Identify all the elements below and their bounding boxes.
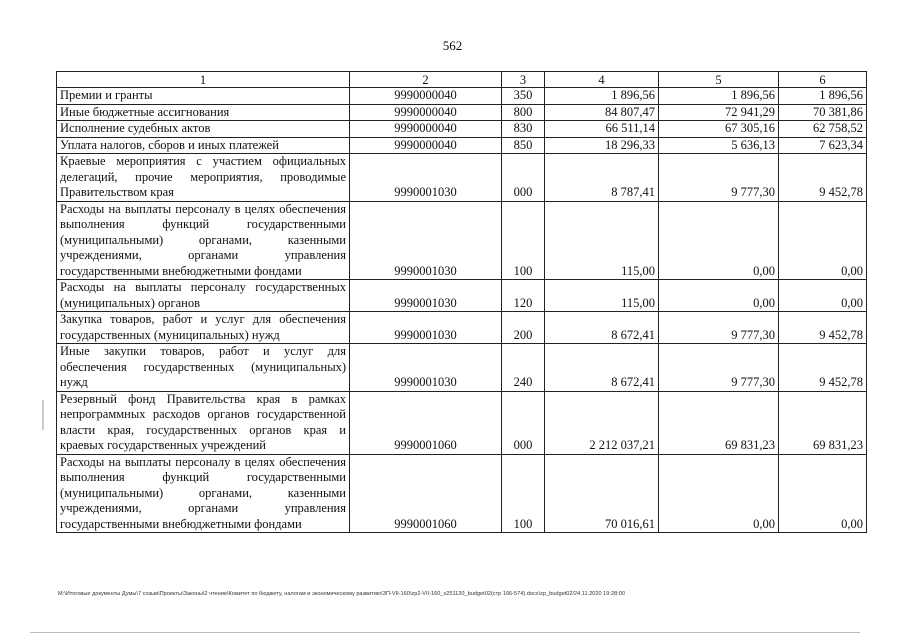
budget-table bbox=[56, 71, 867, 533]
target-article-code: 9990001030 bbox=[350, 280, 502, 312]
row-name: Премии и гранты bbox=[57, 88, 350, 105]
amount-year-1: 1 896,56 bbox=[545, 88, 659, 105]
amount-year-3: 7 623,34 bbox=[779, 137, 867, 154]
amount-year-2: 9 777,30 bbox=[659, 312, 779, 344]
amount-year-2: 5 636,13 bbox=[659, 137, 779, 154]
table-row bbox=[57, 201, 867, 280]
amount-year-3: 62 758,52 bbox=[779, 121, 867, 138]
column-header: 2 bbox=[350, 72, 502, 88]
table-row bbox=[57, 137, 867, 154]
table-row bbox=[57, 280, 867, 312]
amount-year-1: 2 212 037,21 bbox=[545, 391, 659, 454]
expense-type-code: 350 bbox=[502, 88, 545, 105]
amount-year-2: 0,00 bbox=[659, 280, 779, 312]
amount-year-2: 9 777,30 bbox=[659, 344, 779, 392]
row-name: Расходы на выплаты персоналу в целях обеспечения выполнения функций государственными (муниципальными) органами, казенными учреждениями, органами управления государственными внебюджетными фондами bbox=[57, 454, 350, 533]
expense-type-code: 000 bbox=[502, 391, 545, 454]
row-name: Расходы на выплаты персоналу государственных (муниципальных) органов bbox=[57, 280, 350, 312]
amount-year-2: 9 777,30 bbox=[659, 154, 779, 202]
scan-artifact-mark bbox=[42, 400, 44, 430]
amount-year-2: 69 831,23 bbox=[659, 391, 779, 454]
amount-year-1: 8 787,41 bbox=[545, 154, 659, 202]
page-number: 562 bbox=[442, 38, 463, 53]
expense-type-code: 000 bbox=[502, 154, 545, 202]
target-article-code: 9990001030 bbox=[350, 312, 502, 344]
amount-year-1: 115,00 bbox=[545, 280, 659, 312]
target-article-code: 9990001030 bbox=[350, 344, 502, 392]
expense-type-code: 850 bbox=[502, 137, 545, 154]
target-article-code: 9990000040 bbox=[350, 104, 502, 121]
target-article-code: 9990001030 bbox=[350, 154, 502, 202]
scan-artifact-line bbox=[30, 632, 860, 633]
amount-year-3: 9 452,78 bbox=[779, 154, 867, 202]
target-article-code: 9990000040 bbox=[350, 88, 502, 105]
amount-year-3: 9 452,78 bbox=[779, 312, 867, 344]
column-header: 4 bbox=[545, 72, 659, 88]
row-name: Краевые мероприятия с участием официальных делегаций, прочие мероприятия, проводимые Правительством края bbox=[57, 154, 350, 202]
amount-year-1: 66 511,14 bbox=[545, 121, 659, 138]
column-header: 1 bbox=[57, 72, 350, 88]
table-row bbox=[57, 104, 867, 121]
expense-type-code: 100 bbox=[502, 201, 545, 280]
table-row bbox=[57, 391, 867, 454]
amount-year-3: 9 452,78 bbox=[779, 344, 867, 392]
amount-year-3: 0,00 bbox=[779, 201, 867, 280]
row-name: Исполнение судебных актов bbox=[57, 121, 350, 138]
row-name: Иные бюджетные ассигнования bbox=[57, 104, 350, 121]
table-row bbox=[57, 121, 867, 138]
expense-type-code: 830 bbox=[502, 121, 545, 138]
amount-year-2: 1 896,56 bbox=[659, 88, 779, 105]
target-article-code: 9990000040 bbox=[350, 137, 502, 154]
table-row bbox=[57, 344, 867, 392]
amount-year-1: 8 672,41 bbox=[545, 312, 659, 344]
table-row bbox=[57, 454, 867, 533]
column-header: 6 bbox=[779, 72, 867, 88]
row-name: Иные закупки товаров, работ и услуг для обеспечения государственных (муниципальных) нужд bbox=[57, 344, 350, 392]
expense-type-code: 200 bbox=[502, 312, 545, 344]
row-name: Резервный фонд Правительства края в рамках непрограммных расходов органов государственной власти края, государственных органов края и краевых государственных учреждений bbox=[57, 391, 350, 454]
amount-year-1: 70 016,61 bbox=[545, 454, 659, 533]
column-header: 5 bbox=[659, 72, 779, 88]
target-article-code: 9990000040 bbox=[350, 121, 502, 138]
amount-year-3: 1 896,56 bbox=[779, 88, 867, 105]
row-name: Расходы на выплаты персоналу в целях обеспечения выполнения функций государственными (муниципальными) органами, казенными учреждениями, органами управления государственными внебюджетными фондами bbox=[57, 201, 350, 280]
row-name: Закупка товаров, работ и услуг для обеспечения государственных (муниципальных) нужд bbox=[57, 312, 350, 344]
target-article-code: 9990001030 bbox=[350, 201, 502, 280]
expense-type-code: 120 bbox=[502, 280, 545, 312]
expense-type-code: 240 bbox=[502, 344, 545, 392]
expense-type-code: 800 bbox=[502, 104, 545, 121]
document-file-path: М:\Итоговые документы Думы\7 созыв\Проекты\Законы\2 чтение\Комитет по бюджету, налогам и экономическому развитию\ЗП-VII-160\zp2-VII-160_v251120_budget02(стр 166-574).docx\zp_budget02/24.11.2020 19:28:00 bbox=[58, 591, 625, 597]
amount-year-2: 72 941,29 bbox=[659, 104, 779, 121]
amount-year-2: 67 305,16 bbox=[659, 121, 779, 138]
column-header: 3 bbox=[502, 72, 545, 88]
amount-year-3: 0,00 bbox=[779, 280, 867, 312]
amount-year-1: 115,00 bbox=[545, 201, 659, 280]
amount-year-2: 0,00 bbox=[659, 201, 779, 280]
table-row bbox=[57, 154, 867, 202]
amount-year-3: 0,00 bbox=[779, 454, 867, 533]
amount-year-1: 18 296,33 bbox=[545, 137, 659, 154]
amount-year-3: 70 381,86 bbox=[779, 104, 867, 121]
amount-year-1: 8 672,41 bbox=[545, 344, 659, 392]
table-row bbox=[57, 88, 867, 105]
amount-year-2: 0,00 bbox=[659, 454, 779, 533]
row-name: Уплата налогов, сборов и иных платежей bbox=[57, 137, 350, 154]
amount-year-1: 84 807,47 bbox=[545, 104, 659, 121]
target-article-code: 9990001060 bbox=[350, 391, 502, 454]
amount-year-3: 69 831,23 bbox=[779, 391, 867, 454]
table-row bbox=[57, 312, 867, 344]
table-header-row bbox=[57, 72, 867, 88]
expense-type-code: 100 bbox=[502, 454, 545, 533]
target-article-code: 9990001060 bbox=[350, 454, 502, 533]
